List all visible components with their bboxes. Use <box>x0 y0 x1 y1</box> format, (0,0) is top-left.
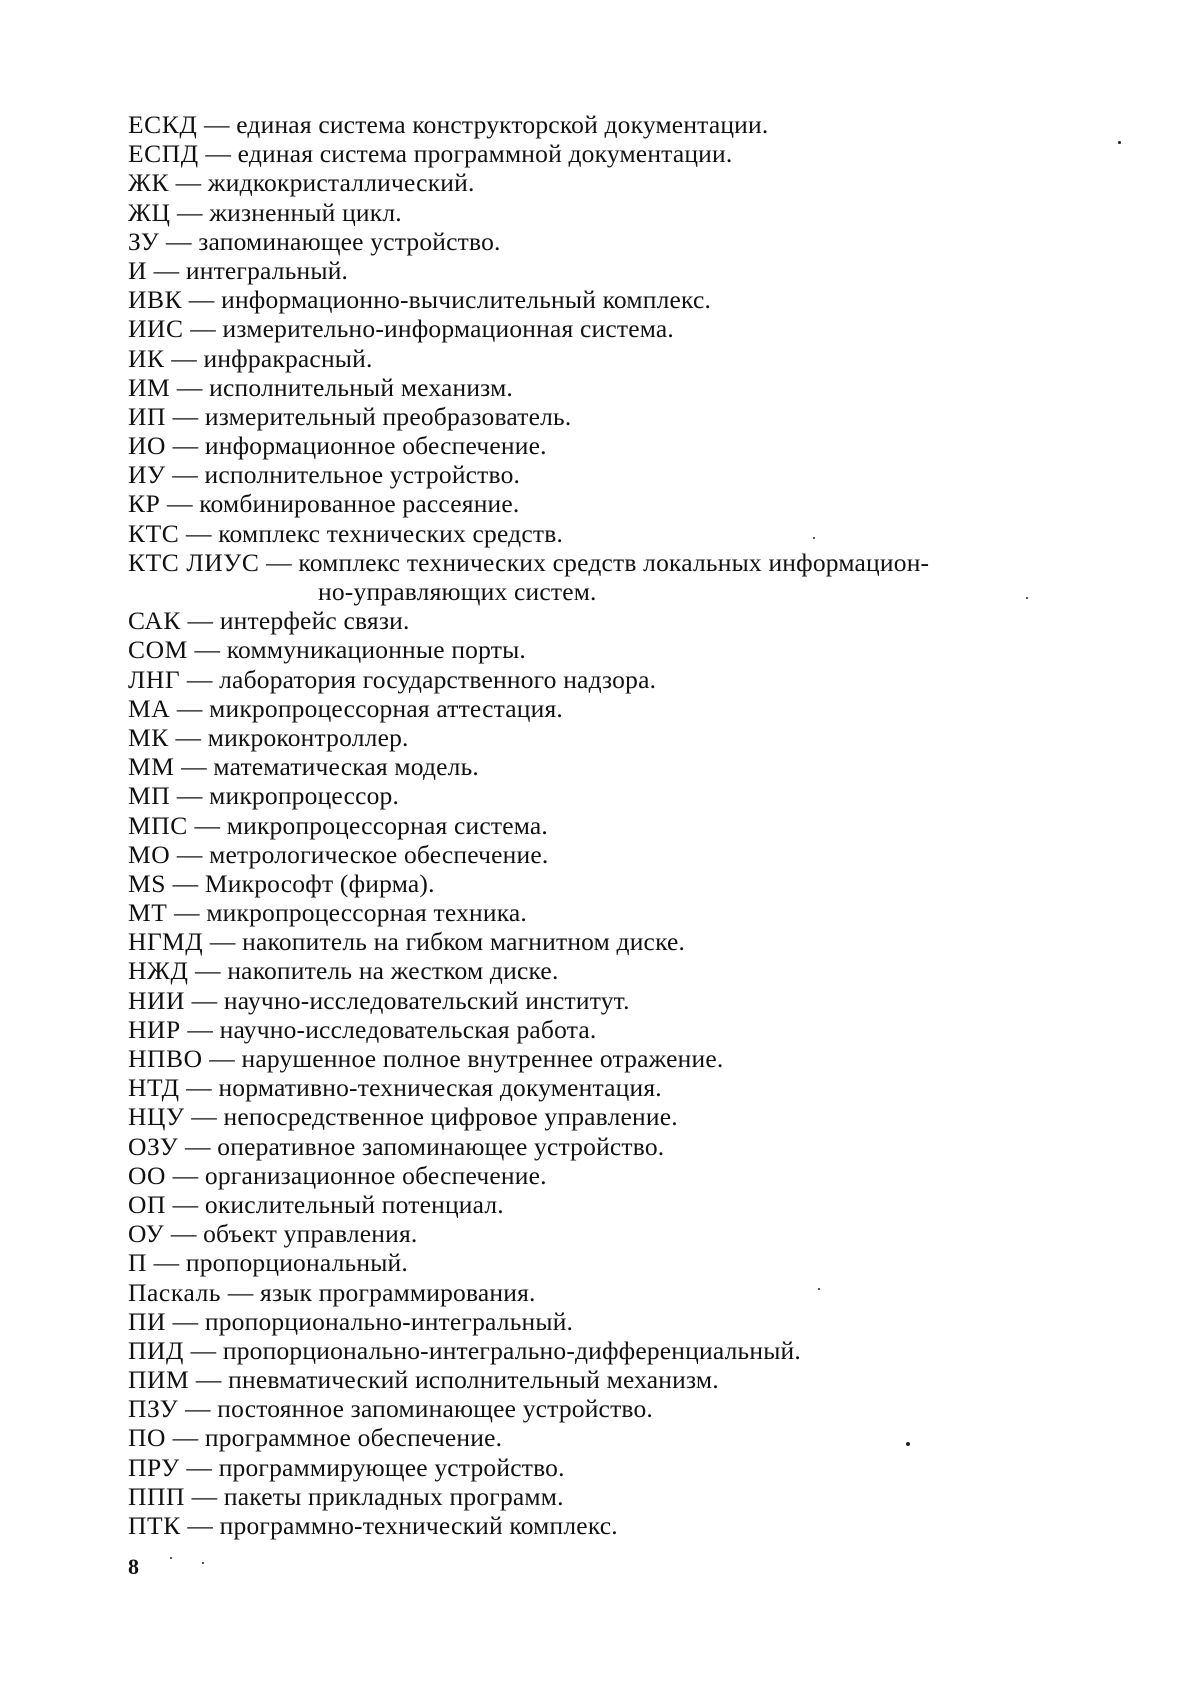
abbreviation-entry <box>128 811 1108 840</box>
abbreviation-definition: программно-технический комплекс. <box>220 1511 618 1540</box>
abbreviation-entry <box>128 548 1108 606</box>
abbreviation-definition: микропроцессорная техника. <box>206 898 527 927</box>
abbreviation-definition: лаборатория государственного надзора. <box>219 665 656 694</box>
abbreviation-definition: коммуникационные порты. <box>227 635 526 664</box>
em-dash-separator: — <box>147 256 186 285</box>
em-dash-separator: — <box>147 1248 186 1277</box>
abbreviation-term: САК <box>128 606 181 635</box>
em-dash-separator: — <box>180 1073 219 1102</box>
abbreviation-term: МТ <box>128 898 167 927</box>
abbreviation-term: ПИД <box>128 1336 184 1365</box>
em-dash-separator: — <box>170 840 209 869</box>
abbreviation-term: П <box>128 1248 147 1277</box>
abbreviation-definition: математическая модель. <box>213 752 479 781</box>
abbreviation-term: НТД <box>128 1073 180 1102</box>
em-dash-separator: — <box>175 752 214 781</box>
abbreviation-term: МПС <box>128 811 188 840</box>
abbreviation-entry <box>128 1132 1108 1161</box>
em-dash-separator: — <box>166 1161 205 1190</box>
em-dash-separator: — <box>169 168 208 197</box>
abbreviation-entry <box>128 606 1108 635</box>
abbreviation-term: ОП <box>128 1190 166 1219</box>
abbreviation-term: ИК <box>128 344 165 373</box>
abbreviation-definition: программирующее устройство. <box>219 1453 565 1482</box>
abbreviation-entry <box>128 373 1108 402</box>
abbreviation-entry <box>128 1248 1108 1277</box>
abbreviation-term: МА <box>128 694 170 723</box>
abbreviation-entry <box>128 139 1108 168</box>
abbreviation-definition: метрологическое обеспечение. <box>209 840 548 869</box>
abbreviation-definition: исполнительное устройство. <box>205 460 521 489</box>
em-dash-separator: — <box>179 519 218 548</box>
abbreviation-definition: измерительный преобразователь. <box>205 402 572 431</box>
scan-speck <box>906 1442 910 1446</box>
abbreviation-entry <box>128 344 1108 373</box>
abbreviation-definition: пропорционально-интегрально-дифференциальный. <box>223 1336 801 1365</box>
scan-speck <box>813 537 815 539</box>
abbreviation-definition: накопитель на гибком магнитном диске. <box>242 927 685 956</box>
em-dash-separator: — <box>182 285 221 314</box>
em-dash-separator: — <box>185 1482 224 1511</box>
abbreviation-term: ЗУ <box>128 227 159 256</box>
abbreviation-entry <box>128 694 1108 723</box>
em-dash-separator: — <box>166 460 205 489</box>
abbreviation-entry <box>128 110 1108 139</box>
abbreviation-entry <box>128 168 1108 197</box>
abbreviation-entry <box>128 956 1108 985</box>
scan-speck <box>170 1557 172 1559</box>
abbreviation-entry <box>128 256 1108 285</box>
em-dash-separator: — <box>166 1423 205 1452</box>
abbreviation-term: МК <box>128 723 169 752</box>
abbreviation-entry <box>128 1073 1108 1102</box>
abbreviation-term: ОУ <box>128 1219 164 1248</box>
abbreviation-entry <box>128 1482 1108 1511</box>
abbreviation-entry <box>128 1453 1108 1482</box>
abbreviation-term: ИИС <box>128 314 184 343</box>
abbreviation-definition: жизненный цикл. <box>209 198 402 227</box>
em-dash-separator: — <box>184 314 223 343</box>
abbreviation-entry <box>128 1102 1108 1131</box>
abbreviation-definition: пропорционально-интегральный. <box>205 1307 573 1336</box>
abbreviation-entry <box>128 781 1108 810</box>
scan-speck <box>202 1562 204 1564</box>
abbreviation-definition: программное обеспечение. <box>205 1423 502 1452</box>
abbreviation-entry <box>128 869 1108 898</box>
abbreviation-definition: инфракрасный. <box>203 344 372 373</box>
abbreviation-definition: комплекс технических средств локальных информацион- <box>298 548 929 577</box>
em-dash-separator: — <box>199 139 238 168</box>
abbreviation-term: КР <box>128 489 160 518</box>
abbreviation-entry <box>128 519 1108 548</box>
em-dash-separator: — <box>203 1044 242 1073</box>
em-dash-separator: — <box>167 898 206 927</box>
em-dash-separator: — <box>165 344 204 373</box>
em-dash-separator: — <box>197 110 236 139</box>
abbreviation-term: ПЗУ <box>128 1394 178 1423</box>
em-dash-separator: — <box>170 198 209 227</box>
abbreviation-definition: микропроцессорная система. <box>227 811 548 840</box>
abbreviation-entry <box>128 665 1108 694</box>
page-number: 8 <box>128 1554 139 1580</box>
abbreviation-term: ПО <box>128 1423 166 1452</box>
abbreviation-term: ПТК <box>128 1511 181 1540</box>
abbreviation-term: НЦУ <box>128 1102 185 1131</box>
em-dash-separator: — <box>170 781 209 810</box>
abbreviation-term: ПИМ <box>128 1365 189 1394</box>
em-dash-separator: — <box>184 1336 223 1365</box>
em-dash-separator: — <box>166 431 205 460</box>
abbreviation-entry <box>128 198 1108 227</box>
em-dash-separator: — <box>181 606 220 635</box>
em-dash-separator: — <box>260 548 299 577</box>
abbreviation-term: НИР <box>128 1015 181 1044</box>
abbreviation-entry <box>128 927 1108 956</box>
abbreviation-term: МО <box>128 840 170 869</box>
em-dash-separator: — <box>160 489 199 518</box>
abbreviation-entry <box>128 1394 1108 1423</box>
abbreviation-entry <box>128 1423 1108 1452</box>
em-dash-separator: — <box>170 373 209 402</box>
abbreviation-definition: постоянное запоминающее устройство. <box>217 1394 653 1423</box>
abbreviation-definition: комплекс технических средств. <box>218 519 563 548</box>
scan-speck <box>1026 597 1028 599</box>
abbreviation-term: ПИ <box>128 1307 166 1336</box>
abbreviation-definition: исполнительный механизм. <box>209 373 513 402</box>
em-dash-separator: — <box>188 811 227 840</box>
abbreviation-list <box>128 110 1108 1540</box>
abbreviation-term: ИП <box>128 402 166 431</box>
abbreviation-term: ЖЦ <box>128 198 170 227</box>
em-dash-separator: — <box>203 927 242 956</box>
abbreviation-definition: накопитель на жестком диске. <box>227 956 558 985</box>
abbreviation-definition: информационно-вычислительный комплекс. <box>221 285 711 314</box>
em-dash-separator: — <box>166 1307 205 1336</box>
em-dash-separator: — <box>185 1102 224 1131</box>
definition-continuation: но-управляющих систем. <box>128 577 1108 606</box>
abbreviation-entry <box>128 227 1108 256</box>
abbreviation-entry <box>128 1161 1108 1190</box>
abbreviation-term: НИИ <box>128 986 185 1015</box>
abbreviation-entry <box>128 840 1108 869</box>
abbreviation-definition: организационное обеспечение. <box>205 1161 547 1190</box>
em-dash-separator: — <box>166 1190 205 1219</box>
abbreviation-definition: объект управления. <box>203 1219 417 1248</box>
abbreviation-definition: комбинированное рассеяние. <box>199 489 519 518</box>
em-dash-separator: — <box>164 1219 203 1248</box>
abbreviation-definition: язык программирования. <box>260 1278 536 1307</box>
abbreviation-entry <box>128 986 1108 1015</box>
abbreviation-term: ЕСКД <box>128 110 197 139</box>
abbreviation-term: КТС ЛИУС <box>128 548 260 577</box>
abbreviation-definition: пневматический исполнительный механизм. <box>228 1365 719 1394</box>
abbreviation-definition: запоминающее устройство. <box>198 227 500 256</box>
abbreviation-definition: окислительный потенциал. <box>205 1190 504 1219</box>
abbreviation-term: НЖД <box>128 956 188 985</box>
abbreviation-term: ПРУ <box>128 1453 180 1482</box>
abbreviation-entry <box>128 635 1108 664</box>
em-dash-separator: — <box>188 956 227 985</box>
em-dash-separator: — <box>189 1365 228 1394</box>
abbreviation-entry <box>128 314 1108 343</box>
abbreviation-definition: пропорциональный. <box>186 1248 408 1277</box>
abbreviation-term: ИУ <box>128 460 166 489</box>
abbreviation-term: ЖК <box>128 168 169 197</box>
abbreviation-definition: микропроцессор. <box>209 781 399 810</box>
em-dash-separator: — <box>169 723 208 752</box>
abbreviation-term: ППП <box>128 1482 185 1511</box>
em-dash-separator: — <box>166 869 205 898</box>
abbreviation-term: НГМД <box>128 927 203 956</box>
abbreviation-term: НПВО <box>128 1044 203 1073</box>
abbreviation-term: ОЗУ <box>128 1132 178 1161</box>
abbreviation-entry <box>128 402 1108 431</box>
em-dash-separator: — <box>159 227 198 256</box>
abbreviation-entry <box>128 431 1108 460</box>
abbreviation-entry <box>128 1307 1108 1336</box>
em-dash-separator: — <box>180 665 219 694</box>
abbreviation-entry <box>128 752 1108 781</box>
abbreviation-entry <box>128 1015 1108 1044</box>
abbreviation-term: МП <box>128 781 170 810</box>
abbreviation-definition: жидкокристаллический. <box>208 168 475 197</box>
em-dash-separator: — <box>185 986 224 1015</box>
abbreviation-term: СОМ <box>128 635 188 664</box>
abbreviation-term: ИО <box>128 431 166 460</box>
abbreviation-definition: информационное обеспечение. <box>205 431 547 460</box>
abbreviation-definition: научно-исследовательский институт. <box>224 986 630 1015</box>
abbreviation-term: ИМ <box>128 373 170 402</box>
scan-speck <box>1118 141 1121 144</box>
abbreviation-definition: оперативное запоминающее устройство. <box>217 1132 664 1161</box>
em-dash-separator: — <box>181 1511 220 1540</box>
abbreviation-entry <box>128 460 1108 489</box>
scan-speck <box>818 1288 820 1290</box>
abbreviation-definition: микропроцессорная аттестация. <box>209 694 563 723</box>
em-dash-separator: — <box>180 1453 219 1482</box>
abbreviation-definition: измерительно-информационная система. <box>223 314 674 343</box>
abbreviation-entry <box>128 1511 1108 1540</box>
abbreviation-definition: нормативно-техническая документация. <box>218 1073 661 1102</box>
abbreviation-definition: непосредственное цифровое управление. <box>224 1102 678 1131</box>
abbreviation-term: ОО <box>128 1161 166 1190</box>
abbreviation-entry <box>128 723 1108 752</box>
em-dash-separator: — <box>181 1015 220 1044</box>
abbreviation-entry <box>128 489 1108 518</box>
abbreviation-entry <box>128 1044 1108 1073</box>
abbreviation-definition: научно-исследовательская работа. <box>220 1015 597 1044</box>
abbreviation-entry <box>128 1278 1108 1307</box>
em-dash-separator: — <box>166 402 205 431</box>
abbreviation-term: ЕСПД <box>128 139 199 168</box>
abbreviation-definition: пакеты прикладных программ. <box>224 1482 564 1511</box>
em-dash-separator: — <box>170 694 209 723</box>
abbreviation-definition: Микрософт (фирма). <box>205 869 435 898</box>
abbreviation-definition: микроконтроллер. <box>208 723 409 752</box>
abbreviation-term: ИВК <box>128 285 182 314</box>
abbreviation-term: И <box>128 256 147 285</box>
em-dash-separator: — <box>178 1394 217 1423</box>
abbreviation-entry <box>128 1190 1108 1219</box>
abbreviation-entry <box>128 1219 1108 1248</box>
abbreviation-term: ММ <box>128 752 175 781</box>
abbreviation-definition: интегральный. <box>186 256 348 285</box>
abbreviation-term: MS <box>128 869 166 898</box>
abbreviation-entry <box>128 285 1108 314</box>
abbreviation-entry <box>128 1336 1108 1365</box>
abbreviation-definition: единая система программной документации. <box>238 139 733 168</box>
abbreviation-definition: единая система конструкторской документации. <box>236 110 768 139</box>
abbreviation-term: ЛНГ <box>128 665 180 694</box>
em-dash-separator: — <box>188 635 227 664</box>
em-dash-separator: — <box>178 1132 217 1161</box>
abbreviation-definition: интерфейс связи. <box>220 606 410 635</box>
document-page <box>0 0 1200 1703</box>
em-dash-separator: — <box>221 1278 260 1307</box>
abbreviation-term: КТС <box>128 519 179 548</box>
abbreviation-definition: нарушенное полное внутреннее отражение. <box>242 1044 724 1073</box>
abbreviation-term: Паскаль <box>128 1278 221 1307</box>
abbreviation-entry <box>128 1365 1108 1394</box>
abbreviation-entry <box>128 898 1108 927</box>
